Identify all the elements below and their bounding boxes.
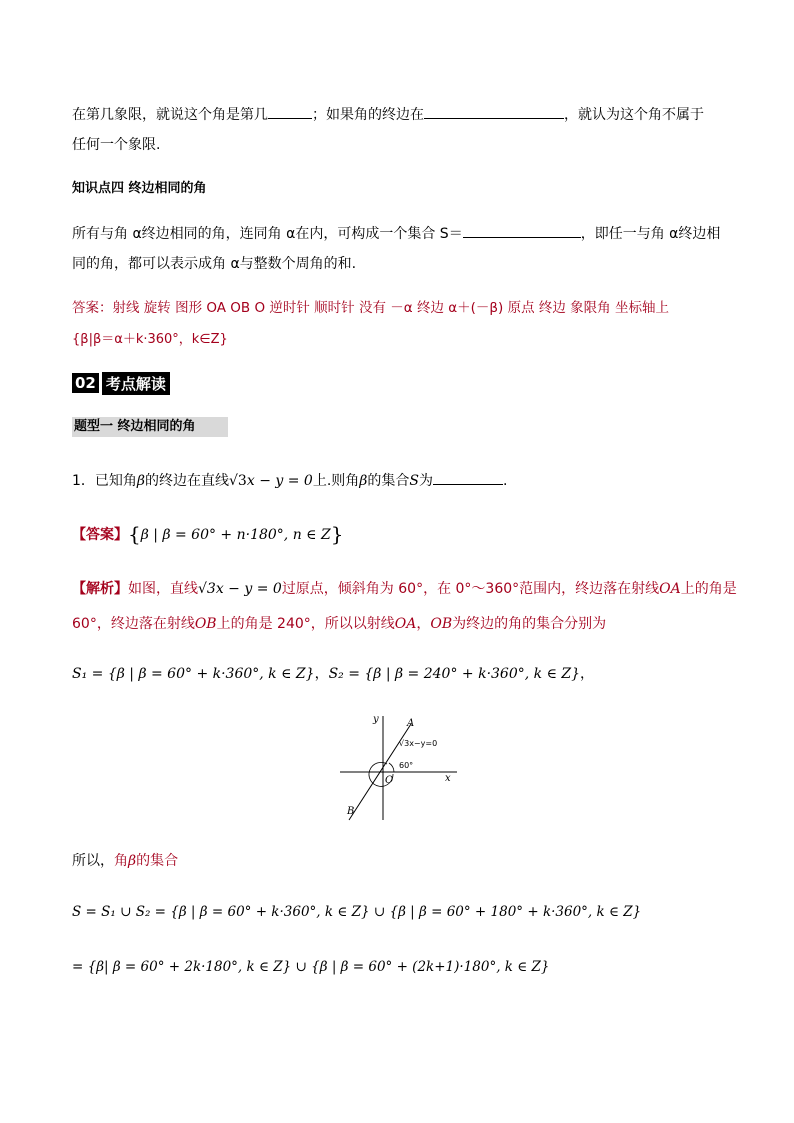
text: 所以， — [72, 853, 114, 869]
angle-label: 60° — [399, 761, 414, 770]
answer-tag: 【答案】 — [72, 527, 128, 543]
set-S2: S₂ = {β | β = 240° + k·360°, k ∈ Z} — [328, 666, 581, 682]
line-equation-label: √3x−y=0 — [399, 739, 438, 748]
text: ，即任一与角 α终边相 — [580, 226, 721, 242]
analysis-line1 — [72, 580, 737, 598]
blank-3 — [463, 223, 581, 238]
math-beta: β — [136, 473, 146, 489]
x-label: x — [445, 773, 451, 784]
union-equation-1: S = S₁ ∪ S₂ = {β | β = 60° + k·360°, k ∈ Z} ∪ {β | β = 60° + 180° + k·360°, k ∈ Z} — [72, 904, 642, 920]
coordinate-figure — [335, 712, 465, 824]
text: 为 — [418, 473, 433, 489]
text: ， — [416, 616, 431, 632]
text: 角 — [114, 853, 128, 869]
section-title: 考点解读 — [102, 372, 170, 395]
answer-line2: {β|β＝α＋k·360°，k∈Z} — [72, 332, 228, 347]
angle-arc — [389, 763, 394, 772]
math-equation: x − y = 0 — [246, 473, 313, 489]
set-S1: S₁ = {β | β = 60° + k·360°, k ∈ Z} — [72, 666, 315, 682]
sets-row — [72, 665, 594, 683]
problem-statement — [72, 470, 507, 490]
math-OB: OB — [194, 616, 217, 632]
text: 所有与角 α终边相同的角，连同角 α在内，可构成一个集合 S＝ — [72, 226, 463, 242]
math-beta: β — [359, 473, 368, 489]
math-equation: √3x − y = 0 — [198, 581, 282, 597]
blank-1 — [268, 104, 312, 119]
blank-answer — [433, 470, 503, 485]
question-type-label: 题型一 终边相同的角 — [74, 419, 196, 434]
text: 上的角是 240°，所以以射线 — [216, 616, 395, 632]
text: 60°，终边落在射线 — [72, 616, 195, 632]
section-number: 02 — [72, 373, 99, 393]
union-equation-2: = {β| β = 60° + 2k·180°, k ∈ Z} ∪ {β | β = 60° + (2k+1)·180°, k ∈ Z} — [72, 959, 550, 975]
text: ；如果角的终边在 — [312, 107, 424, 123]
text: ， — [314, 666, 329, 682]
knowledge-point-heading: 知识点四 终边相同的角 — [72, 181, 207, 196]
text: 的集合 — [367, 473, 410, 489]
point-A-label: A — [407, 718, 415, 729]
brace-close: } — [330, 522, 344, 546]
text: 1．已知角 — [72, 473, 137, 489]
math-OA: OA — [394, 616, 417, 632]
text: 上.则角 — [312, 473, 360, 489]
answer-set: β | β = 60° + n·180°, n ∈ Z — [140, 527, 331, 543]
text: ， — [580, 666, 595, 682]
question-type-bar — [72, 417, 228, 437]
analysis-line2 — [72, 615, 606, 633]
text: 如图，直线 — [128, 581, 198, 597]
point-B-label: B — [347, 806, 355, 817]
conclusion-line — [72, 852, 178, 870]
math-beta: β — [128, 853, 137, 869]
text: 的集合 — [136, 853, 179, 869]
math-sqrt3: √3 — [229, 473, 247, 489]
answer-row — [72, 522, 344, 546]
text: 的终边在直线 — [145, 473, 230, 489]
coterminal-paragraph-line1 — [72, 223, 720, 243]
text: . — [502, 473, 508, 489]
analysis-tag: 【解析】 — [72, 581, 128, 597]
section-header — [72, 372, 170, 394]
answer-line1: 答案：射线 旋转 图形 OA OB O 逆时针 顺时针 没有 －α 终边 α＋(－β) 原点 终边 象限角 坐标轴上 — [72, 300, 669, 316]
math-OB: OB — [430, 616, 453, 632]
origin-label: O — [385, 775, 394, 786]
brace-open: { — [128, 522, 141, 546]
quadrant-paragraph-line1 — [72, 104, 704, 124]
math-S: S — [409, 473, 419, 489]
quadrant-paragraph-line2: 任何一个象限. — [72, 137, 161, 153]
blank-2 — [424, 104, 564, 119]
coterminal-paragraph-line2: 同的角，都可以表示成角 α与整数个周角的和. — [72, 256, 357, 272]
y-label: y — [373, 714, 379, 725]
text: ，就认为这个角不属于 — [564, 107, 704, 123]
math-OA: OA — [659, 581, 681, 597]
text: 在第几象限，就说这个角是第几 — [72, 107, 268, 123]
text: 过原点，倾斜角为 60°，在 0°～360°范围内，终边落在射线 — [281, 581, 660, 597]
text: 上的角是 — [680, 581, 737, 597]
text: 为终边的角的集合分别为 — [452, 616, 607, 632]
